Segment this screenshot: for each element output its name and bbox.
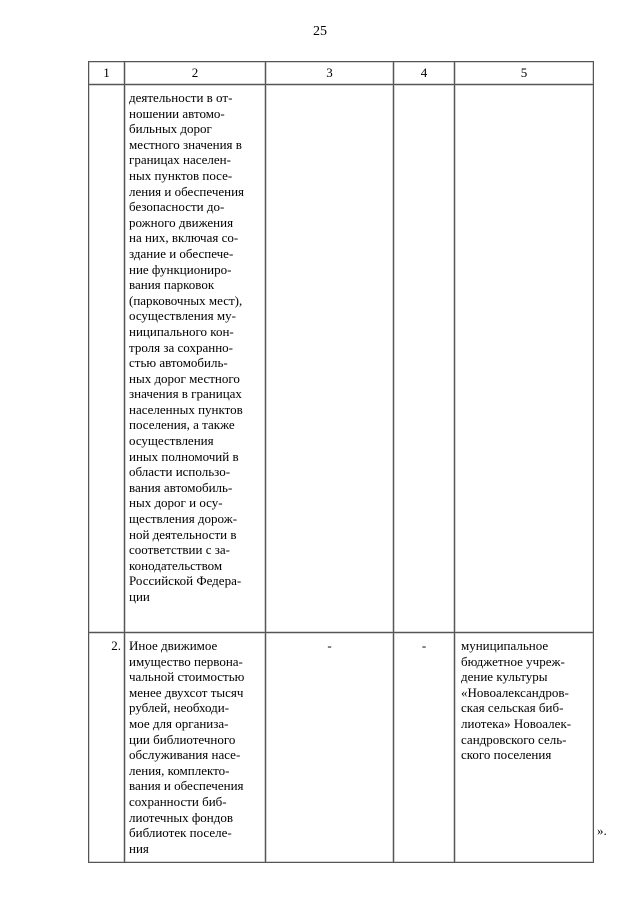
text-line: на них, включая со- bbox=[129, 230, 239, 246]
text-line: библиотек поселе- bbox=[129, 825, 232, 841]
holder-cell bbox=[455, 633, 594, 863]
text-line: сохранности биб- bbox=[129, 793, 227, 809]
text-line: деятельности в от- bbox=[129, 90, 233, 105]
table-header-row bbox=[89, 62, 594, 85]
header-col-2: 2 bbox=[125, 62, 266, 85]
header-col-3: 3 bbox=[266, 62, 394, 85]
text-line: «Новоалександров- bbox=[461, 684, 569, 700]
col4-cell bbox=[394, 85, 455, 633]
text-line: ной деятельности в bbox=[129, 526, 237, 542]
text-line: границах населен- bbox=[129, 152, 231, 168]
text-line: рожного движения bbox=[129, 214, 234, 230]
text-line: местного значения в bbox=[129, 136, 242, 152]
text-line: поселения, а также bbox=[129, 417, 235, 433]
text-line: ношении автомо- bbox=[129, 105, 225, 121]
text-line: конодательством bbox=[129, 557, 223, 573]
holder-cell bbox=[455, 85, 594, 633]
page-number: 25 bbox=[313, 24, 327, 39]
text-line: ления, комплекто- bbox=[129, 762, 230, 778]
header-col-5: 5 bbox=[455, 62, 594, 85]
text-line: лиотечных фондов bbox=[129, 809, 234, 825]
text-line: рублей, необходи- bbox=[129, 700, 230, 716]
text-line: безопасности до- bbox=[129, 199, 225, 215]
text-line: Иное движимое bbox=[129, 638, 218, 653]
text-line: мое для организа- bbox=[129, 715, 229, 731]
text-line: дение культуры bbox=[461, 669, 548, 685]
text-line: ского поселения bbox=[461, 747, 552, 763]
text-line: вания и обеспечения bbox=[129, 778, 244, 794]
text-line: осуществления му- bbox=[129, 308, 236, 324]
text-line: сандровского сель- bbox=[461, 731, 567, 747]
text-line: имущество первона- bbox=[129, 653, 243, 669]
col4-cell: - bbox=[394, 633, 455, 863]
closing-quote-mark: ». bbox=[597, 823, 607, 838]
text-line: ных пунктов посе- bbox=[129, 167, 233, 183]
text-line: иных полномочий в bbox=[129, 448, 239, 464]
property-name-cell bbox=[125, 633, 266, 863]
text-line: стью автомобиль- bbox=[129, 355, 228, 371]
table-row bbox=[89, 85, 594, 633]
text-line: ская сельская биб- bbox=[461, 700, 564, 716]
text-line: осуществления bbox=[129, 433, 214, 449]
text-line: ществления дорож- bbox=[129, 511, 238, 527]
text-line: значения в границах bbox=[129, 386, 242, 402]
text-line: ления и обеспечения bbox=[129, 183, 245, 199]
text-line: чальной стоимостью bbox=[129, 669, 245, 685]
text-line: Российской Федера- bbox=[129, 573, 242, 589]
text-line: бильных дорог bbox=[129, 121, 212, 137]
text-line: ции bbox=[129, 589, 150, 604]
text-line: обслуживания насе- bbox=[129, 747, 241, 763]
text-line: ных дорог и осу- bbox=[129, 495, 223, 511]
table-row bbox=[89, 633, 594, 863]
col3-cell: - bbox=[266, 633, 394, 863]
header-col-1: 1 bbox=[89, 62, 125, 85]
text-line: муниципальное bbox=[461, 638, 549, 653]
text-line: ние функциониро- bbox=[129, 261, 232, 277]
text-line: области использо- bbox=[129, 464, 231, 480]
text-line: ных дорог местного bbox=[129, 370, 240, 386]
col3-cell bbox=[266, 85, 394, 633]
row-number-cell bbox=[89, 85, 125, 633]
text-line: бюджетное учреж- bbox=[461, 653, 565, 669]
text-line: вания парковок bbox=[129, 277, 215, 293]
text-line: лиотека» Новоалек- bbox=[461, 715, 572, 731]
property-name-cell bbox=[125, 85, 266, 633]
text-line: ции библиотечного bbox=[129, 731, 236, 747]
header-col-4: 4 bbox=[394, 62, 455, 85]
text-line: (парковочных мест), bbox=[129, 292, 243, 308]
text-line: троля за сохранно- bbox=[129, 339, 233, 355]
text-line: соответствии с за- bbox=[129, 542, 230, 558]
property-table bbox=[88, 61, 594, 863]
text-line: населенных пунктов bbox=[129, 401, 243, 417]
text-line: здание и обеспече- bbox=[129, 245, 234, 261]
row-number-cell: 2. bbox=[89, 633, 125, 863]
text-line: менее двухсот тысяч bbox=[129, 684, 244, 700]
text-line: вания автомобиль- bbox=[129, 479, 233, 495]
text-line: ниципального кон- bbox=[129, 323, 234, 339]
text-line: ния bbox=[129, 840, 149, 856]
